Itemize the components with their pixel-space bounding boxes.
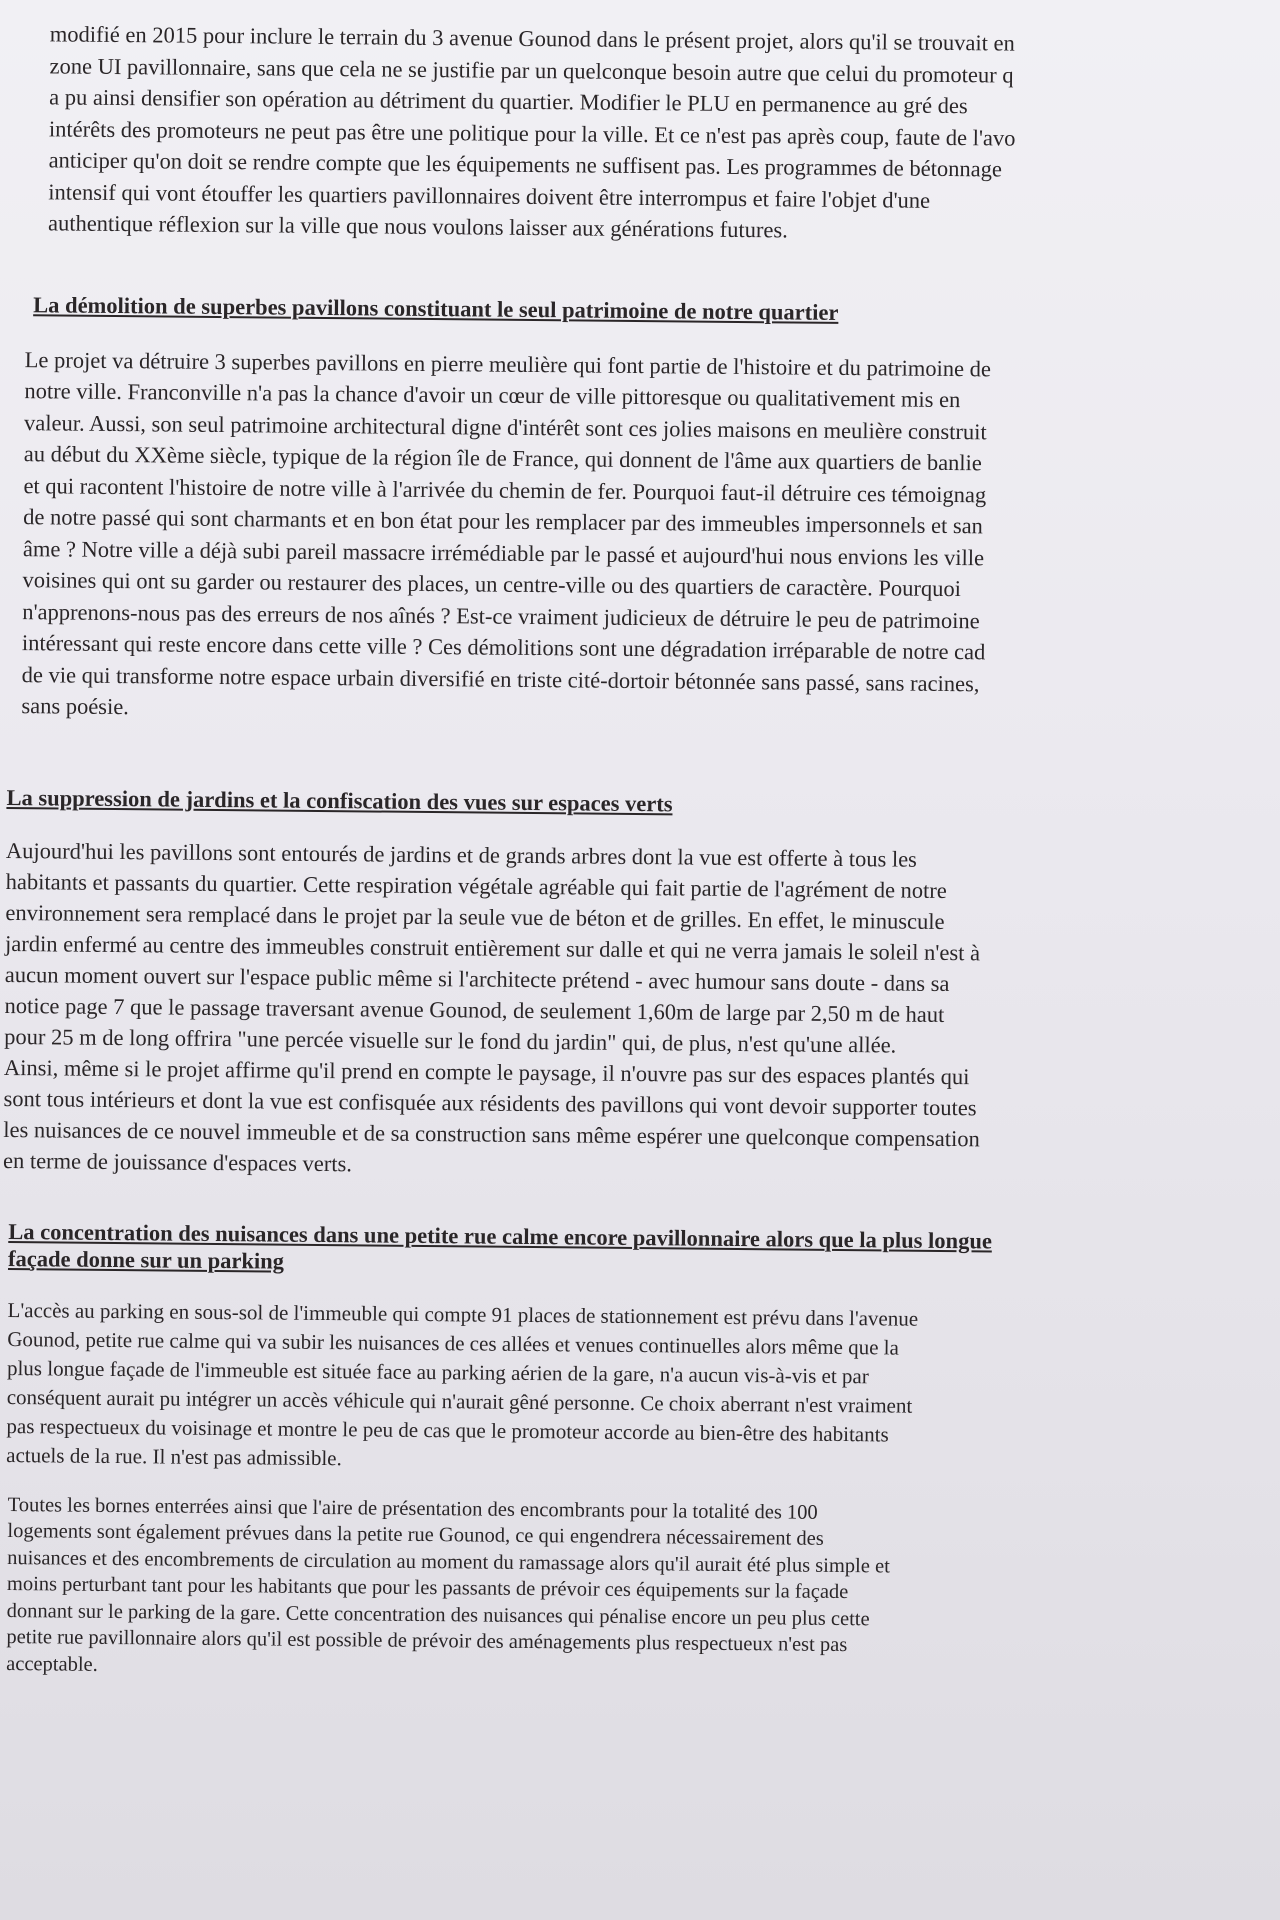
text-line: Toutes les bornes enterrées ainsi que l'aire de présentation des encombrants pour la totalité des 100 bbox=[7, 1493, 818, 1524]
text-line: a pu ainsi densifier son opération au détriment du quartier. Modifier le PLU en permanence au gré des bbox=[49, 84, 968, 119]
text-line: pour 25 m de long offrira "une percée visuelle sur le fond du jardin" qui, de plus, n'est qu'une allée. bbox=[4, 1023, 897, 1058]
text-line: plus longue façade de l'immeuble est située face au parking aérien de la gare, n'a aucun vis-à-vis et par bbox=[6, 1355, 869, 1388]
text-line: acceptable. bbox=[6, 1652, 98, 1676]
section-paragraph-bornes bbox=[0, 1491, 1280, 1689]
intro-paragraph bbox=[12, 18, 1280, 251]
text-line: notre ville. Franconville n'a pas la chance d'avoir un cœur de ville pittoresque ou qualitativement mis en bbox=[24, 378, 961, 413]
heading-line: La suppression de jardins et la confiscation des vues sur espaces verts bbox=[6, 784, 673, 816]
heading-line: La concentration des nuisances dans une petite rue calme encore pavillonnaire alors que la plus longue bbox=[8, 1218, 993, 1253]
text-line: Ainsi, même si le projet affirme qu'il prend en compte le paysage, il n'ouvre pas sur des espaces plantés qui bbox=[3, 1054, 970, 1089]
text-line: pas respectueux du voisinage et montre le peu de cas que le promoteur accorde au bien-être des habitants bbox=[6, 1413, 889, 1446]
page-content bbox=[0, 18, 1280, 1689]
text-line: voisines qui ont su garder ou restaurer des places, un centre-ville ou des quartiers de caractère. Pourquoi bbox=[22, 567, 962, 602]
text-line: conséquent aurait pu intégrer un accès véhicule qui n'aurait gêné personne. Ce choix aberrant n'est vraiment bbox=[6, 1384, 913, 1418]
heading-line: La démolition de superbes pavillons constituant le seul patrimoine de notre quartier bbox=[33, 291, 839, 325]
section-heading-nuisances bbox=[2, 1217, 1280, 1283]
text-line: les nuisances de ce nouvel immeuble et de sa construction sans même espérer une quelconque compensation bbox=[3, 1116, 980, 1151]
text-line: et qui racontent l'histoire de notre ville à l'arrivée du chemin de fer. Pourquoi faut-il détruire ces témoignag bbox=[23, 472, 987, 507]
text-line: modifié en 2015 pour inclure le terrain du 3 avenue Gounod dans le présent projet, alors qu'il se trouvait en bbox=[49, 21, 1015, 56]
text-line: authentique réflexion sur la ville que nous voulons laisser aux générations futures. bbox=[47, 210, 788, 243]
text-line: en terme de jouissance d'espaces verts. bbox=[2, 1147, 353, 1176]
text-line: sont tous intérieurs et dont la vue est confisquée aux résidents des pavillons qui vont devoir supporter toutes bbox=[3, 1085, 977, 1120]
text-line: anticiper qu'on doit se rendre compte que les équipements ne suffisent pas. Les programmes de bétonnage bbox=[48, 147, 1003, 182]
text-line: L'accès au parking en sous-sol de l'immeuble qui compte 91 places de stationnement est prévu dans l'avenue bbox=[7, 1297, 919, 1331]
text-line: de vie qui transforme notre espace urbain diversifié en triste cité-dortoir bétonnée sans passé, sans racines, bbox=[21, 661, 980, 696]
text-line: valeur. Aussi, son seul patrimoine architectural digne d'intérêt sont ces jolies maisons en meulière construit bbox=[24, 409, 987, 444]
text-line: intensif qui vont étouffer les quartiers pavillonnaires doivent être interrompus et faire l'objet d'une bbox=[48, 178, 931, 213]
text-line: moins perturbant tant pour les habitants que pour les passants de prévoir ces équipements sur la façade bbox=[6, 1573, 849, 1604]
section-paragraph-demolition bbox=[7, 343, 1280, 733]
text-line: Aujourd'hui les pavillons sont entourés de jardins et de grands arbres dont la vue est offerte à tous les bbox=[5, 837, 918, 872]
text-line: Le projet va détruire 3 superbes pavillons en pierre meulière qui font partie de l'histoire et du patrimoine de bbox=[24, 346, 992, 381]
text-line: jardin enfermé au centre des immeubles construit entièrement sur dalle et qui ne verra jamais le soleil n'est à bbox=[5, 930, 981, 965]
heading-line: façade donne sur un parking bbox=[7, 1245, 285, 1274]
text-line: âme ? Notre ville a déjà subi pareil massacre irrémédiable par le passé et aujourd'hui nous envions les ville bbox=[22, 535, 985, 570]
text-line: logements sont également prévues dans la petite rue Gounod, ce qui engendrera nécessairement des bbox=[7, 1520, 824, 1550]
text-line: environnement sera remplacé dans le projet par la seule vue de béton et de grilles. En effet, le minuscule bbox=[5, 899, 945, 934]
text-line: de notre passé qui sont charmants et en bon état pour les remplacer par des immeubles impersonnels et san bbox=[23, 504, 984, 539]
text-line: nuisances et des encombrements de circulation au moment du ramassage alors qu'il aurait été plus simple et bbox=[7, 1546, 890, 1577]
text-line: donnant sur le parking de la gare. Cette concentration des nuisances qui pénalise encore un peu plus cette bbox=[6, 1599, 870, 1630]
text-line: sans poésie. bbox=[21, 693, 129, 720]
text-line: intérêts des promoteurs ne peut pas être une politique pour la ville. Et ce n'est pas après coup, faute de l'avo bbox=[48, 115, 1016, 151]
text-line: intéressant qui reste encore dans cette ville ? Ces démolitions sont une dégradation irréparable de notre cad bbox=[21, 630, 986, 665]
text-line: notice page 7 que le passage traversant avenue Gounod, de seulement 1,60m de large par 2,50 m de haut bbox=[4, 992, 945, 1027]
section-heading-jardins bbox=[6, 783, 1280, 822]
section-paragraph-parking bbox=[0, 1295, 1280, 1481]
text-line: n'apprenons-nous pas des erreurs de nos aînés ? Est-ce vraiment judicieux de détruire le peu de patrimoine bbox=[22, 598, 980, 633]
text-line: actuels de la rue. Il n'est pas admissible. bbox=[6, 1442, 342, 1470]
text-line: zone UI pavillonnaire, sans que cela ne se justifie par un quelconque besoin autre que celui du promoteur q bbox=[49, 52, 1014, 88]
text-line: au début du XXème siècle, typique de la région île de France, qui donnent de l'âme aux quartiers de banlie bbox=[23, 441, 983, 476]
section-heading-demolition bbox=[11, 290, 1280, 329]
section-paragraph-jardins bbox=[3, 834, 1280, 1187]
text-line: aucun moment ouvert sur l'espace public même si l'architecte prétend - avec humour sans doute - dans sa bbox=[4, 961, 950, 996]
text-line: habitants et passants du quartier. Cette respiration végétale agréable qui fait partie de l'agrément de notre bbox=[5, 868, 947, 903]
text-line: Gounod, petite rue calme qui va subir les nuisances de ces allées et venues continuelles alors même que la bbox=[7, 1326, 900, 1360]
text-line: petite rue pavillonnaire alors qu'il est possible de prévoir des aménagements plus respectueux n'est pas bbox=[6, 1626, 848, 1657]
